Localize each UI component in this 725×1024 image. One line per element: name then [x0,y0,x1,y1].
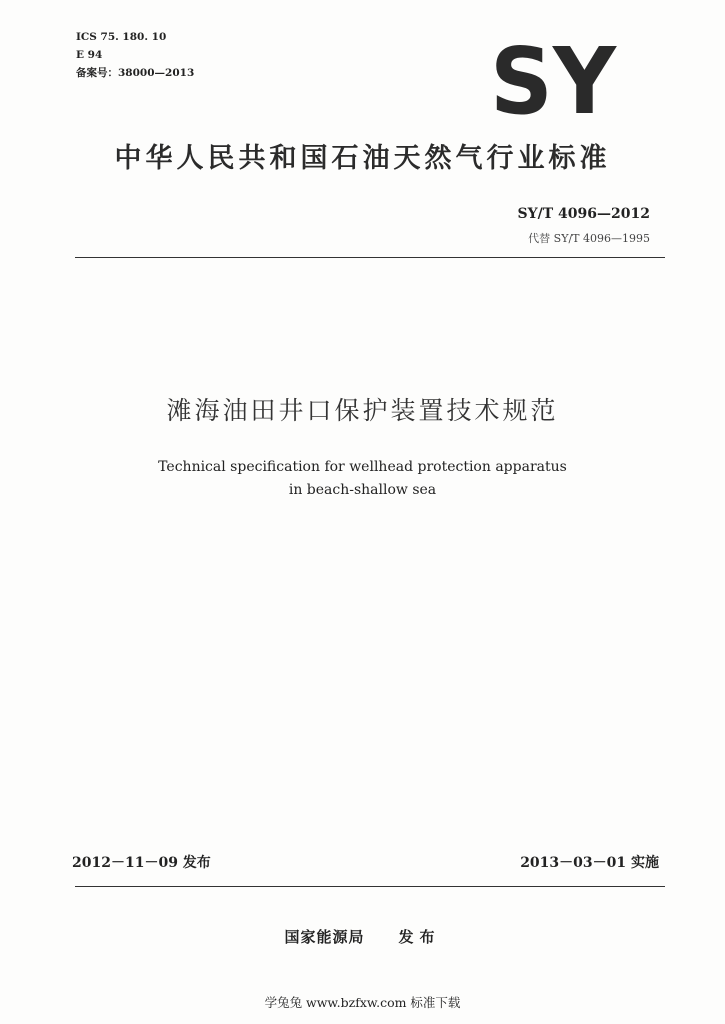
replaces-standard: 代替 SY/T 4096—1995 [528,232,650,245]
document-title-cn: 滩海油田井口保护装置技术规范 [166,396,559,425]
filing-number: 备案号：38000—2013 [76,67,195,79]
publisher-name: 国家能源局 [284,928,365,946]
document-title-en [0,456,725,502]
issue-date: 2012－11－09 发布 [72,855,211,871]
publisher-action: 发布 [398,928,441,946]
title-en-line1: Technical specification for wellhead protection apparatus [158,459,567,475]
bottom-divider [75,886,665,887]
title-en-line2: in beach-shallow sea [288,482,437,498]
sy-logo-text: SY [490,42,618,118]
top-divider [75,257,665,258]
footer-watermark: 学兔兔 www.bzfxw.com 标准下载 [264,995,461,1010]
implementation-date: 2013－03－01 实施 [520,855,659,871]
sy-logo [488,42,618,118]
publisher-line [0,926,725,947]
standard-code: SY/T 4096—2012 [517,206,650,222]
ccs-code: E 94 [76,49,103,61]
classification-block [76,28,194,82]
industry-standard-heading: 中华人民共和国石油天然气行业标准 [114,143,611,174]
ics-code: ICS 75. 180. 10 [76,31,167,43]
